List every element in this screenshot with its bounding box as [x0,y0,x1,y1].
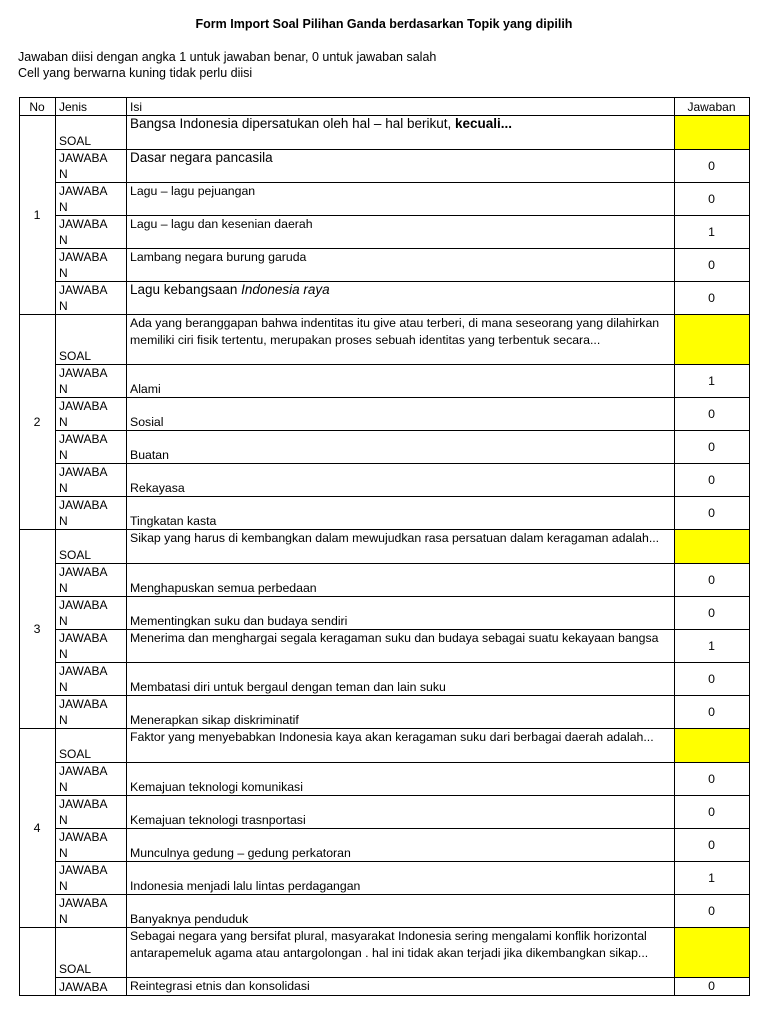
jenis-jawaban-line1: JAWABA [59,565,108,579]
answer-value-cell[interactable]: 1 [675,365,750,398]
question-text: Sebagai negara yang bersifat plural, masyarakat Indonesia sering mengalami konflik horizontal antarapemeluk agama atau antargolongan . hal ini tidak akan terjadi jika dikembangkan sikap... [127,928,675,978]
answer-text: Menghapuskan semua perbedaan [127,564,675,597]
answer-text: Lagu – lagu pejuangan [127,183,675,216]
jenis-jawaban [56,796,127,829]
jenis-jawaban [56,862,127,895]
answer-value-cell[interactable]: 0 [675,431,750,464]
jenis-jawaban-line2: N [59,415,68,429]
answer-text: Lagu – lagu dan kesenian daerah [127,216,675,249]
question-text-main: Bangsa Indonesia dipersatukan oleh hal – hal berikut, [130,116,455,131]
jenis-jawaban [56,763,127,796]
answer-value-cell[interactable]: 1 [675,630,750,663]
jenis-jawaban-line2: N [59,879,68,893]
question-text-emphasis: kecuali... [454,116,513,131]
jenis-jawaban-line2: N [59,481,68,495]
question-number [20,928,56,996]
answer-cell-disabled [675,729,750,763]
jenis-jawaban-line1: JAWABA [59,283,108,297]
jenis-jawaban-line2: N [59,382,68,396]
jenis-jawaban [56,696,127,729]
answer-row [20,431,750,464]
answer-value-cell[interactable]: 0 [675,663,750,696]
jenis-jawaban-line2: N [59,614,68,628]
jenis-jawaban [56,497,127,530]
jenis-jawaban [56,249,127,282]
jenis-jawaban-line2: N [59,167,68,181]
jenis-jawaban [56,216,127,249]
jenis-jawaban-line2: N [59,581,68,595]
answer-row [20,150,750,183]
jenis-jawaban [56,431,127,464]
answer-text: Indonesia menjadi lalu lintas perdagangan [127,862,675,895]
jenis-jawaban-line1: JAWABA [59,399,108,413]
header-jawaban: Jawaban [675,98,750,116]
jenis-jawaban-line1: JAWABA [59,366,108,380]
jenis-jawaban-line2: N [59,266,68,280]
answer-text: Menerima dan menghargai segala keragaman suku dan budaya sebagai suatu kekayaan bangsa [127,630,675,663]
jenis-jawaban-line2: N [59,233,68,247]
answer-text: Kemajuan teknologi komunikasi [127,763,675,796]
jenis-jawaban [56,978,127,996]
jenis-jawaban-line1: JAWABA [59,979,108,994]
jenis-jawaban-line1: JAWABA [59,151,108,165]
answer-text-main: Lagu kebangsaan [130,282,242,297]
answer-value-cell[interactable]: 0 [675,398,750,431]
jenis-soal: SOAL [56,729,127,763]
jenis-jawaban [56,398,127,431]
answer-value-cell[interactable]: 0 [675,978,750,996]
answer-value-cell[interactable]: 0 [675,183,750,216]
jenis-jawaban [56,597,127,630]
answer-value-cell[interactable]: 0 [675,895,750,928]
answer-value-cell[interactable]: 0 [675,497,750,530]
answer-text: Munculnya gedung – gedung perkatoran [127,829,675,862]
answer-text: Sosial [127,398,675,431]
question-text: Sikap yang harus di kembangkan dalam mewujudkan rasa persatuan dalam keragaman adalah... [127,530,675,564]
answer-row [20,796,750,829]
question-row [20,928,750,978]
jenis-jawaban [56,630,127,663]
jenis-jawaban-line1: JAWABA [59,184,108,198]
jenis-jawaban [56,464,127,497]
answer-text: Tingkatan kasta [127,497,675,530]
question-number: 2 [20,315,56,530]
answer-value-cell[interactable]: 0 [675,597,750,630]
question-number: 1 [20,116,56,315]
answer-value-cell[interactable]: 0 [675,249,750,282]
answer-row [20,763,750,796]
instruction-line-2: Cell yang berwarna kuning tidak perlu diisi [18,66,253,80]
jenis-jawaban-line2: N [59,514,68,528]
jenis-soal: SOAL [56,928,127,978]
answer-row [20,597,750,630]
answer-text: Banyaknya penduduk [127,895,675,928]
answer-value-cell[interactable]: 0 [675,696,750,729]
answer-value-cell[interactable]: 0 [675,763,750,796]
jenis-soal: SOAL [56,116,127,150]
answer-row [20,216,750,249]
jenis-jawaban-line2: N [59,299,68,313]
jenis-jawaban-line2: N [59,912,68,926]
answer-text: Alami [127,365,675,398]
question-table [19,97,750,996]
jenis-jawaban [56,564,127,597]
jenis-jawaban-line1: JAWABA [59,764,108,778]
question-row [20,530,750,564]
jenis-jawaban [56,663,127,696]
jenis-jawaban [56,150,127,183]
jenis-jawaban [56,895,127,928]
answer-cell-disabled [675,928,750,978]
jenis-jawaban [56,183,127,216]
jenis-jawaban-line1: JAWABA [59,631,108,645]
answer-text: Membatasi diri untuk bergaul dengan teman dan lain suku [127,663,675,696]
jenis-jawaban-line1: JAWABA [59,896,108,910]
jenis-jawaban-line2: N [59,780,68,794]
answer-row [20,696,750,729]
answer-value-cell[interactable]: 1 [675,216,750,249]
answer-text: Rekayasa [127,464,675,497]
answer-row [20,895,750,928]
answer-cell-disabled [675,315,750,365]
answer-row [20,282,750,315]
answer-row [20,829,750,862]
page-title: Form Import Soal Pilihan Ganda berdasarkan Topik yang dipilih [195,17,573,31]
answer-text: Buatan [127,431,675,464]
answer-text-italic: Indonesia raya [241,282,330,297]
jenis-jawaban-line2: N [59,647,68,661]
answer-text: Menerapkan sikap diskriminatif [127,696,675,729]
answer-value-cell[interactable]: 0 [675,829,750,862]
question-number: 4 [20,729,56,928]
jenis-jawaban-line2: N [59,448,68,462]
answer-value-cell[interactable]: 0 [675,564,750,597]
answer-value-cell[interactable]: 0 [675,150,750,183]
jenis-jawaban-line1: JAWABA [59,863,108,877]
jenis-jawaban-line1: JAWABA [59,250,108,264]
answer-row [20,464,750,497]
answer-row [20,249,750,282]
answer-text: Mementingkan suku dan budaya sendiri [127,597,675,630]
jenis-jawaban-line1: JAWABA [59,498,108,512]
jenis-jawaban-line2: N [59,813,68,827]
answer-value-cell[interactable]: 0 [675,796,750,829]
answer-text: Dasar negara pancasila [127,150,675,183]
jenis-jawaban-line1: JAWABA [59,697,108,711]
question-number: 3 [20,530,56,729]
answer-text: Lambang negara burung garuda [127,249,675,282]
answer-row [20,663,750,696]
answer-row [20,862,750,895]
answer-cell-disabled [675,530,750,564]
jenis-jawaban-line2: N [59,200,68,214]
jenis-jawaban-line1: JAWABA [59,664,108,678]
jenis-jawaban-line1: JAWABA [59,217,108,231]
jenis-jawaban-line2: N [59,846,68,860]
answer-row [20,497,750,530]
answer-row [20,978,750,996]
answer-cell-disabled [675,116,750,150]
answer-value-cell[interactable]: 0 [675,282,750,315]
jenis-jawaban-line2: N [59,680,68,694]
answer-text: Kemajuan teknologi trasnportasi [127,796,675,829]
jenis-soal: SOAL [56,315,127,365]
answer-row [20,398,750,431]
answer-row [20,630,750,663]
answer-text: Reintegrasi etnis dan konsolidasi [127,978,675,996]
answer-row [20,183,750,216]
answer-text [127,282,675,315]
jenis-jawaban-line1: JAWABA [59,797,108,811]
instruction-line-1: Jawaban diisi dengan angka 1 untuk jawaban benar, 0 untuk jawaban salah [18,50,437,64]
jenis-jawaban-line1: JAWABA [59,465,108,479]
question-text: Ada yang beranggapan bahwa indentitas itu give atau terberi, di mana seseorang yang dilahirkan memiliki ciri fisik tertentu, merupakan proses sebuah identitas yang terbentuk secara... [127,315,675,365]
header-jenis: Jenis [56,98,127,116]
jenis-jawaban-line1: JAWABA [59,598,108,612]
jenis-jawaban-line1: JAWABA [59,830,108,844]
jenis-jawaban [56,829,127,862]
answer-value-cell[interactable]: 0 [675,464,750,497]
answer-row [20,365,750,398]
question-row [20,116,750,150]
question-text [127,116,675,150]
jenis-soal: SOAL [56,530,127,564]
question-row [20,729,750,763]
jenis-jawaban [56,282,127,315]
jenis-jawaban-line2: N [59,713,68,727]
answer-value-cell[interactable]: 1 [675,862,750,895]
header-no: No [20,98,56,116]
jenis-jawaban [56,365,127,398]
table-header-row [20,98,750,116]
header-isi: Isi [127,98,675,116]
answer-row [20,564,750,597]
question-text: Faktor yang menyebabkan Indonesia kaya akan keragaman suku dari berbagai daerah adalah... [127,729,675,763]
question-row [20,315,750,365]
jenis-jawaban-line1: JAWABA [59,432,108,446]
